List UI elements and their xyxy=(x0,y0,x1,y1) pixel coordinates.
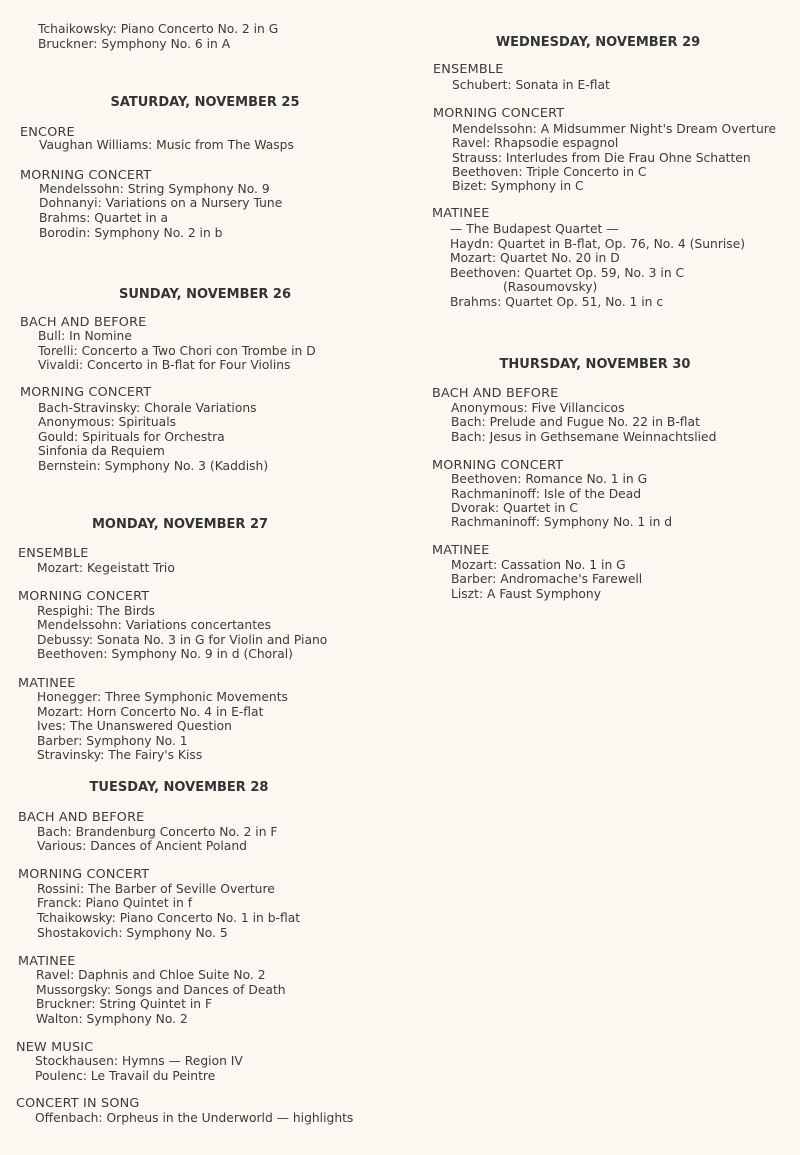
program-item: Offenbach: Orpheus in the Underworld — highlights xyxy=(35,1111,354,1125)
program-item: Mussorgsky: Songs and Dances of Death xyxy=(36,983,286,997)
program-item: Vaughan Williams: Music from The Wasps xyxy=(39,138,294,152)
program-item: Debussy: Sonata No. 3 in G for Violin and Piano xyxy=(37,633,328,647)
program-item: Brahms: Quartet Op. 51, No. 1 in c xyxy=(450,295,664,309)
program-item: Gould: Spirituals for Orchestra xyxy=(38,430,225,444)
program-item: Tchaikowsky: Piano Concerto No. 2 in G xyxy=(38,22,279,36)
program-item: Mozart: Cassation No. 1 in G xyxy=(451,558,626,572)
program-item: Dohnanyi: Variations on a Nursery Tune xyxy=(39,196,283,210)
day-heading: THURSDAY, NOVEMBER 30 xyxy=(499,357,691,372)
program-item: Stockhausen: Hymns — Region IV xyxy=(35,1054,243,1068)
program-item: Mendelssohn: A Midsummer Night's Dream Overture xyxy=(452,122,777,136)
program-item: Borodin: Symphony No. 2 in b xyxy=(39,226,223,240)
program-item: Torelli: Concerto a Two Chori con Trombe in D xyxy=(38,344,316,358)
program-item: Brahms: Quartet in a xyxy=(39,211,169,225)
program-item: Rachmaninoff: Isle of the Dead xyxy=(451,487,642,501)
program-item: Shostakovich: Symphony No. 5 xyxy=(37,926,228,940)
program-item: Walton: Symphony No. 2 xyxy=(36,1012,188,1026)
program-item: Beethoven: Romance No. 1 in G xyxy=(451,472,648,486)
day-heading: WEDNESDAY, NOVEMBER 29 xyxy=(495,35,701,50)
section-heading: MATINEE xyxy=(18,954,76,969)
program-item: Barber: Andromache's Farewell xyxy=(451,572,643,586)
program-item: Beethoven: Quartet Op. 59, No. 3 in C xyxy=(450,266,685,280)
section-heading: MORNING CONCERT xyxy=(433,106,565,121)
program-item: Anonymous: Spirituals xyxy=(38,415,177,429)
program-item: Honegger: Three Symphonic Movements xyxy=(37,690,288,704)
program-item: Dvorak: Quartet in C xyxy=(451,501,578,515)
program-item: Anonymous: Five Villancicos xyxy=(451,401,625,415)
section-heading: MORNING CONCERT xyxy=(18,589,150,604)
program-item: Poulenc: Le Travail du Peintre xyxy=(35,1069,216,1083)
program-item: Mendelssohn: String Symphony No. 9 xyxy=(39,182,270,196)
day-heading: SATURDAY, NOVEMBER 25 xyxy=(110,95,300,110)
section-heading: NEW MUSIC xyxy=(16,1040,94,1055)
section-heading: MORNING CONCERT xyxy=(20,168,152,183)
program-item: Bernstein: Symphony No. 3 (Kaddish) xyxy=(38,459,269,473)
section-heading: BACH AND BEFORE xyxy=(20,315,147,330)
program-item: Schubert: Sonata in E-flat xyxy=(452,78,610,92)
section-heading: CONCERT IN SONG xyxy=(16,1096,140,1111)
program-item: Mozart: Horn Concerto No. 4 in E-flat xyxy=(37,705,264,719)
section-heading: MATINEE xyxy=(18,676,76,691)
program-item: Beethoven: Triple Concerto in C xyxy=(452,165,647,179)
program-item: Bach-Stravinsky: Chorale Variations xyxy=(38,401,257,415)
section-heading: MATINEE xyxy=(432,206,490,221)
day-heading: MONDAY, NOVEMBER 27 xyxy=(91,517,269,532)
program-item: Ravel: Rhapsodie espagnol xyxy=(452,136,619,150)
program-item: Bruckner: String Quintet in F xyxy=(36,997,213,1011)
program-item: Vivaldi: Concerto in B-flat for Four Violins xyxy=(38,358,291,372)
section-heading: MORNING CONCERT xyxy=(18,867,150,882)
day-heading: SUNDAY, NOVEMBER 26 xyxy=(118,287,291,302)
program-item: (Rasoumovsky) xyxy=(503,280,598,294)
program-item: Mozart: Kegeistatt Trio xyxy=(37,561,175,575)
program-item: Liszt: A Faust Symphony xyxy=(451,587,601,601)
program-item: — The Budapest Quartet — xyxy=(450,222,619,236)
program-item: Sinfonia da Requiem xyxy=(38,444,165,458)
section-heading: ENSEMBLE xyxy=(433,62,504,77)
program-item: Tchaikowsky: Piano Concerto No. 1 in b-flat xyxy=(37,911,301,925)
program-item: Barber: Symphony No. 1 xyxy=(37,734,188,748)
program-item: Bach: Brandenburg Concerto No. 2 in F xyxy=(37,825,278,839)
program-item: Stravinsky: The Fairy's Kiss xyxy=(37,748,203,762)
section-heading: MORNING CONCERT xyxy=(432,458,564,473)
program-item: Mendelssohn: Variations concertantes xyxy=(37,618,272,632)
program-item: Ravel: Daphnis and Chloe Suite No. 2 xyxy=(36,968,266,982)
program-item: Bull: In Nomine xyxy=(38,329,132,343)
program-item: Bruckner: Symphony No. 6 in A xyxy=(38,37,231,51)
program-item: Ives: The Unanswered Question xyxy=(37,719,232,733)
program-item: Various: Dances of Ancient Poland xyxy=(37,839,247,853)
section-heading: MATINEE xyxy=(432,543,490,558)
program-item: Bizet: Symphony in C xyxy=(452,179,584,193)
section-heading: ENCORE xyxy=(20,125,75,140)
program-item: Beethoven: Symphony No. 9 in d (Choral) xyxy=(37,647,293,661)
day-heading: TUESDAY, NOVEMBER 28 xyxy=(89,780,269,795)
section-heading: ENSEMBLE xyxy=(18,546,89,561)
program-item: Mozart: Quartet No. 20 in D xyxy=(450,251,620,265)
section-heading: BACH AND BEFORE xyxy=(18,810,145,825)
program-item: Franck: Piano Quintet in f xyxy=(37,896,193,910)
program-item: Rachmaninoff: Symphony No. 1 in d xyxy=(451,515,673,529)
program-item: Respighi: The Birds xyxy=(37,604,155,618)
section-heading: BACH AND BEFORE xyxy=(432,386,559,401)
program-item: Rossini: The Barber of Seville Overture xyxy=(37,882,275,896)
program-item: Bach: Jesus in Gethsemane Weinnachtslied xyxy=(451,430,717,444)
program-item: Bach: Prelude and Fugue No. 22 in B-flat xyxy=(451,415,700,429)
program-item: Strauss: Interludes from Die Frau Ohne Schatten xyxy=(452,151,751,165)
section-heading: MORNING CONCERT xyxy=(20,385,152,400)
program-item: Haydn: Quartet in B-flat, Op. 76, No. 4 (Sunrise) xyxy=(450,237,746,251)
